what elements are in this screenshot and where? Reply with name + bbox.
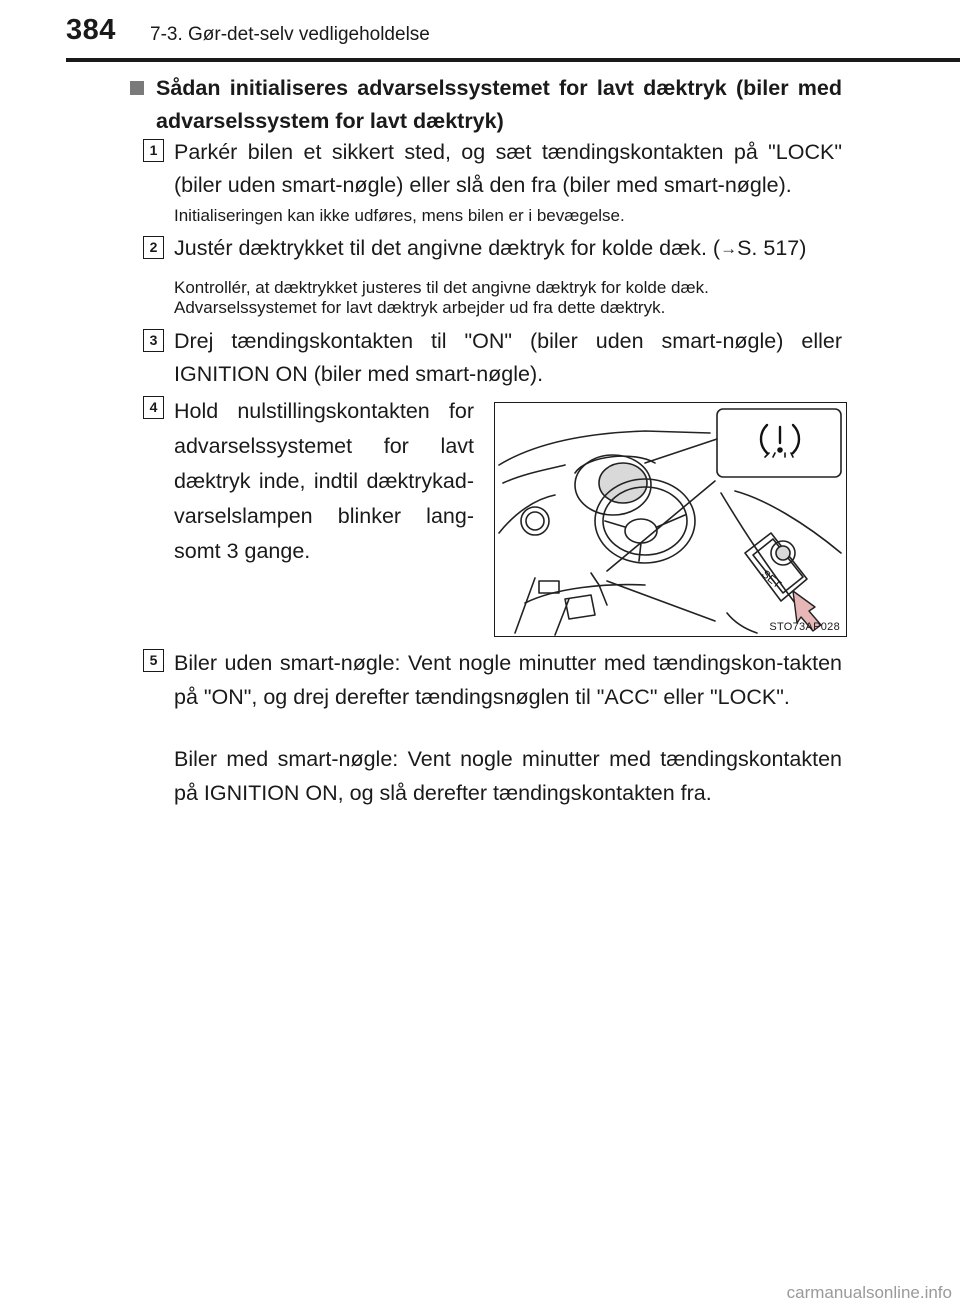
step-number-4: 4 <box>143 396 164 419</box>
step-number-1: 1 <box>143 139 164 162</box>
square-bullet-icon <box>130 81 144 95</box>
subheading-text: Sådan initialiseres advarselssystemet for lavt dæktryk (biler med advarselssystem for lavt dæktryk) <box>156 76 842 133</box>
figure-code: STO73AP028 <box>769 621 840 633</box>
step-number-5: 5 <box>143 649 164 672</box>
tire-pressure-warning-icon <box>761 425 799 457</box>
dashboard-drawing <box>495 403 847 637</box>
step-4-text: Hold nulstillingskontakten for advarselssystemet for lavt dæktryk inde, indtil dæktrykad-varselslampen blinker lang-somt 3 gange. <box>174 399 474 563</box>
page-number: 384 <box>66 14 116 46</box>
step-1-note: Initialiseringen kan ikke udføres, mens bilen er i bevægelse. <box>174 206 625 225</box>
step-2-text-before: Justér dæktrykket til det angivne dæktryk for kolde dæk. ( <box>174 236 721 260</box>
step-2-note: Kontrollér, at dæktrykket justeres til det angivne dæktryk for kolde dæk. Advarselssystemet for lavt dæktryk arbejder ud fra dette dæktryk. <box>174 278 709 317</box>
step-5-text: Biler uden smart-nøgle: Vent nogle minutter med tændingskon-takten på "ON", og drej derefter tændingsnøglen til "ACC" eller "LOCK". <box>174 651 842 709</box>
step-1-text: Parkér bilen et sikkert sted, og sæt tændingskontakten på "LOCK" (biler uden smart-nøgle) eller slå den fra (biler med smart-nøgle). <box>174 140 842 197</box>
watermark: carmanualsonline.info <box>786 1283 952 1302</box>
page-header <box>0 0 960 60</box>
step-number-3: 3 <box>143 329 164 352</box>
step-number-2: 2 <box>143 236 164 259</box>
dashboard-illustration <box>494 402 847 637</box>
section-title: 7-3. Gør-det-selv vedligeholdelse <box>150 24 430 45</box>
page-reference[interactable]: S. 517) <box>737 236 807 260</box>
set-button-label: SET <box>759 568 784 592</box>
step-3-text: Drej tændingskontakten til "ON" (biler uden smart-nøgle) eller IGNITION ON (biler med smart-nøgle). <box>174 329 842 386</box>
subheading <box>130 72 842 138</box>
step-2-text <box>174 232 854 265</box>
step-5-text-2: Biler med smart-nøgle: Vent nogle minutter med tændingskontakten på IGNITION ON, og slå derefter tændingskontakten fra. <box>174 747 842 805</box>
cross-reference-arrow-icon: → <box>720 239 738 258</box>
header-rule <box>66 58 960 62</box>
